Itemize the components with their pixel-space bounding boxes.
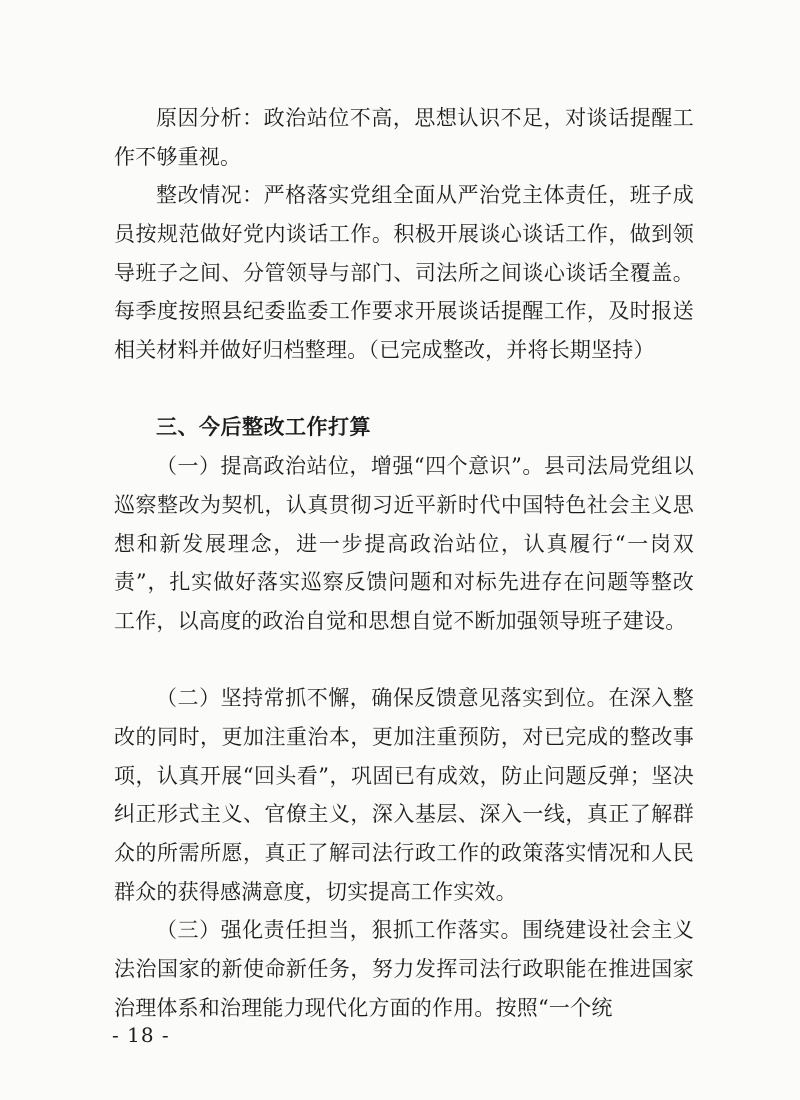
paragraph-item-three: （三）强化责任担当，狠抓工作落实。围绕建设社会主义法治国家的新使命新任务，努力发挥司法行政职能在推进国家治理体系和治理能力现代化方面的作用。按照“一个统 — [114, 918, 694, 1020]
section-heading: 三、今后整改工作打算 — [156, 415, 371, 439]
paragraph-rectification-status: 整改情况：严格落实党组全面从严治党主体责任，班子成员按规范做好党内谈话工作。积极开展谈心谈话工作，做到领导班子之间、分管领导与部门、司法所之间谈心谈话全覆盖。每季度按照县纪委监委工作要求开展谈话提醒工作，及时报送相关材料并做好归档整理。（已完成整改，并将长期坚持） — [114, 183, 694, 363]
paragraph-item-one: （一）提高政治站位，增强“四个意识”。县司法局党组以巡察整改为契机，认真贯彻习近平新时代中国特色社会主义思想和新发展理念，进一步提高政治站位，认真履行“一岗双责”，扎实做好落实巡察反馈问题和对标先进存在问题等整改工作，以高度的政治自觉和思想自觉不断加强领导班子建设。 — [114, 454, 694, 634]
page-number: - 18 - — [112, 1023, 170, 1047]
paragraph-cause-analysis: 原因分析：政治站位不高，思想认识不足，对谈话提醒工作不够重视。 — [114, 106, 694, 169]
paragraph-item-two: （二）坚持常抓不懈，确保反馈意见落实到位。在深入整改的同时，更加注重治本，更加注重预防，对已完成的整改事项，认真开展“回头看”，巩固已有成效，防止问题反弹；坚决纠正形式主义、官僚主义，深入基层、深入一线，真正了解群众的所需所愿，真正了解司法行政工作的政策落实情况和人民群众的获得感满意度，切实提高工作实效。 — [114, 686, 694, 904]
